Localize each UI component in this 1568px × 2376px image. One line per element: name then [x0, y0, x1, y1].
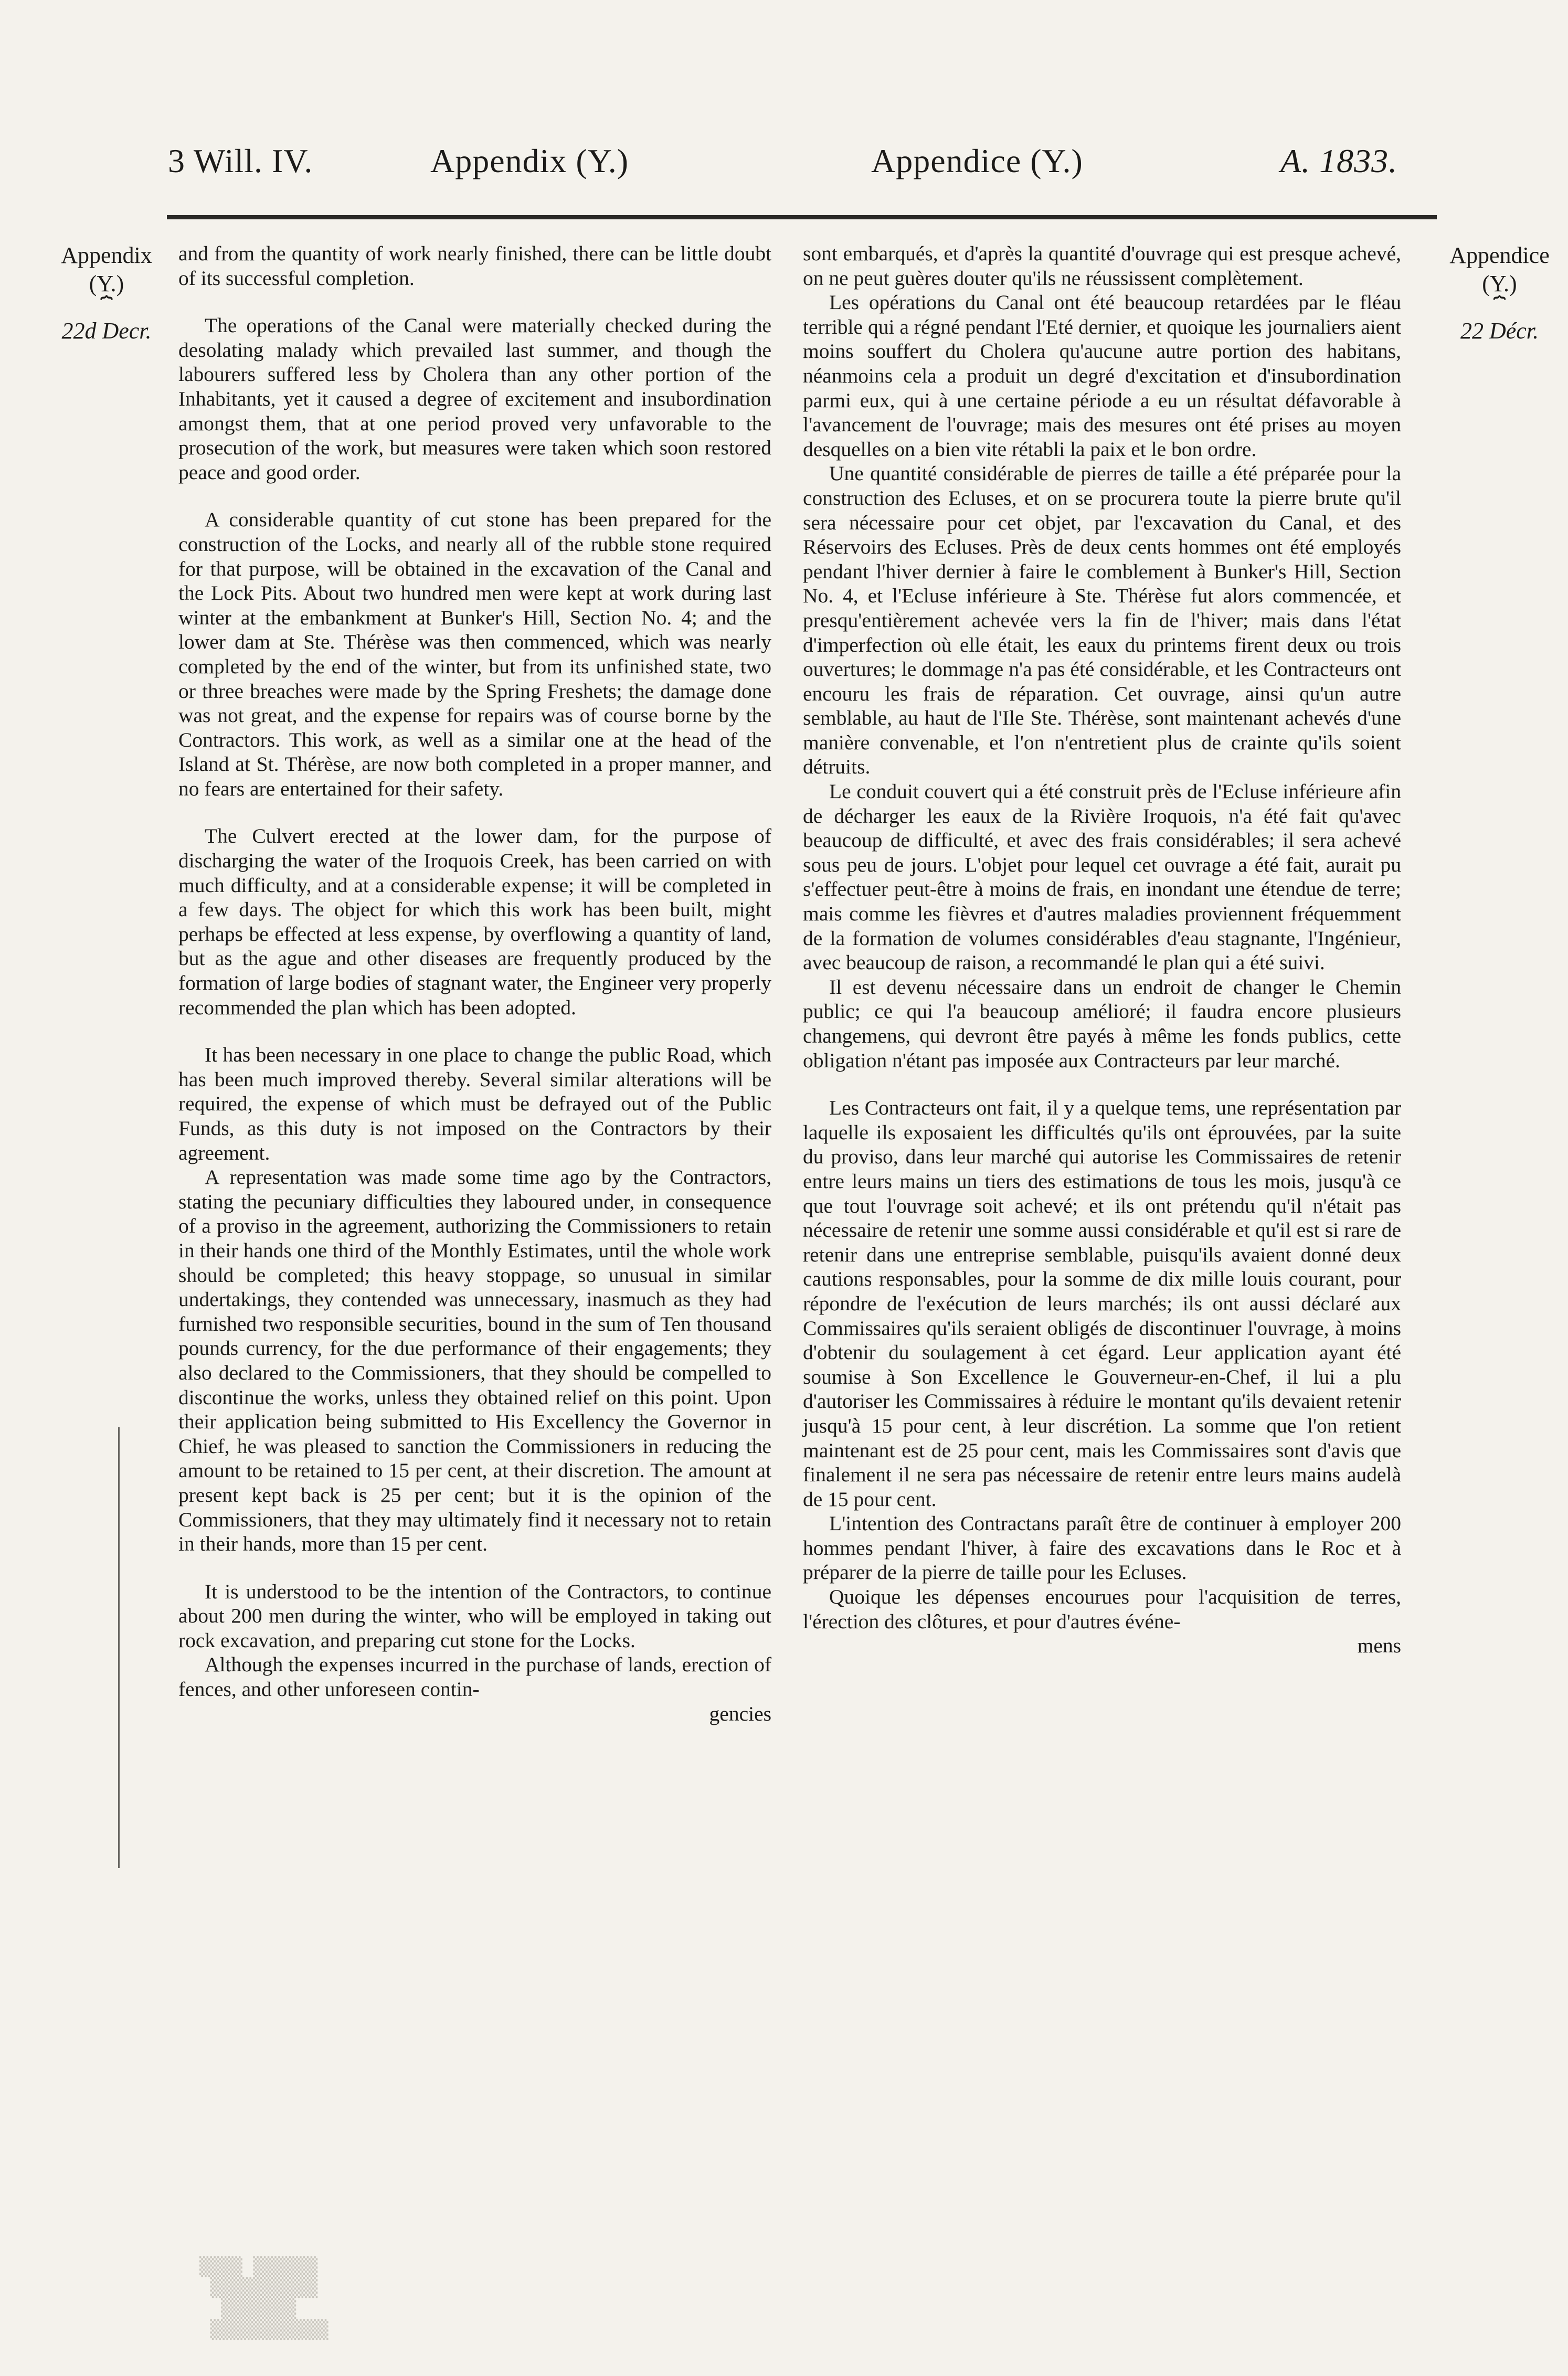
english-paragraph: and from the quantity of work nearly finished, there can be little doubt of its successful completion.: [178, 242, 771, 290]
year-label: A. 1833.: [1280, 142, 1398, 179]
french-paragraph: L'intention des Contractans paraît être de continuer à employer 200 hommes pendant l'hiver, à faire des excavations dans le Roc et à préparer de la pierre de taille pour les Ecluses.: [803, 1512, 1401, 1584]
english-paragraph: Although the expenses incurred in the purchase of lands, erection of fences, and other unforeseen contin-: [178, 1653, 771, 1701]
margin-right-line2: (Y.): [1482, 271, 1517, 296]
margin-right-date: 22 Décr.: [1460, 318, 1539, 344]
french-paragraph: Il est devenu nécessaire dans un endroit de changer le Chemin public; ce qui l'a beaucoup amélioré; il faudra encore plusieurs changemens, qui devront être payés à même les fonds publics, cette obligation n'étant pas imposée aux Contracteurs par leur marché.: [803, 975, 1401, 1072]
volume-label: 3 Will. IV.: [168, 142, 313, 179]
page-header: [0, 142, 1568, 205]
french-paragraph: Les opérations du Canal ont été beaucoup retardées par le fléau terrible qui a régné pendant l'Eté dernier, et quoique les journaliers aient moins souffert du Cholera qu'aucune autre portion des habitans, néanmoins cela a produit un degré d'excitation et d'insubordination parmi eux, qui à une certaine période a eu un résultat défavorable à l'avancement de l'ouvrage; mais des mesures ont été prises au moyen desquelles on a bien vite rétabli la paix et le bon ordre.: [803, 291, 1401, 461]
margin-right-line1: Appendice: [1449, 242, 1550, 268]
brace-icon: ⏞: [100, 295, 113, 319]
brace-icon: ⏞: [1493, 295, 1506, 319]
french-paragraph: Une quantité considérable de pierres de taille a été préparée pour la construction des Ecluses, et on se procurera toute la pierre brute qu'il sera nécessaire pour cet objet, par l'excavation du Canal, et des Réservoirs des Ecluses. Près de deux cents hommes ont été employés pendant l'hiver dernier à faire le comblement à Bunker's Hill, Section No. 4, et l'Ecluse inférieure à Ste. Thérèse fut alors commencée, et presqu'entièrement achevée vers la fin de l'hiver; mais dans l'état d'imperfection où elle était, les eaux du printems firent deux ou trois ouvertures; le dommage n'a pas été considérable, et les Contracteurs ont encouru les frais de réparation. Cet ouvrage, ainsi qu'un autre semblable, au haut de l'Ile Ste. Thérèse, sont maintenant achevés d'une manière convenable, et l'on n'entretient plus de crainte qu'ils soient détruits.: [803, 462, 1401, 779]
english-paragraph: It has been necessary in one place to change the public Road, which has been much improved thereby. Several similar alterations will be required, the expense of which must be defrayed out of the Public Funds, as this duty is not imposed on the Contractors by their agreement.: [178, 1043, 771, 1164]
catchword: mens: [1357, 1634, 1401, 1658]
english-paragraph: The operations of the Canal were materially checked during the desolating malady which prevailed last summer, and though the labourers suffered less by Cholera than any other portion of the Inhabitants, yet it caused a degree of excitement and insubordination amongst them, that at one period proved very unfavorable to the prosecution of the work, but measures were taken which soon restored peace and good order.: [178, 314, 771, 484]
french-column: [803, 241, 1401, 1681]
faded-library-stamp: ▒▒▒▒ ▒▒▒▒▒▒ ▒▒▒▒▒▒▒▒▒▒ ▒▒▒▒▒▒▒ ▒▒▒▒▒▒▒▒▒▒▒: [199, 2256, 329, 2340]
margin-note-left: [46, 241, 167, 345]
english-paragraph: It is understood to be the intention of the Contractors, to continue about 200 men during the winter, who will be employed in taking out rock excavation, and preparing cut stone for the Locks.: [178, 1579, 771, 1652]
english-column: [178, 241, 771, 1749]
english-paragraph: A representation was made some time ago by the Contractors, stating the pecuniary difficulties they laboured under, in consequence of a proviso in the agreement, authorizing the Commissioners to retain in their hands one third of the Monthly Estimates, until the whole work should be completed; this heavy stoppage, so unusual in similar undertakings, they contended was unnecessary, inasmuch as they had furnished two responsible securities, bound in the sum of Ten thousand pounds currency, for the due performance of their engagements; they also declared to the Commissioners, that they should be compelled to discontinue the works, unless they obtained relief on this point. Upon their application being submitted to His Excellency the Governor in Chief, he was pleased to sanction the Commissioners in reducing the amount to be retained to 15 per cent, at their discretion. The amount at present kept back is 25 per cent; but it is the opinion of the Commissioners, that they may ultimately find it necessary not to retain in their hands, more than 15 per cent.: [178, 1165, 771, 1556]
appendix-label-english: Appendix (Y.): [430, 142, 629, 179]
appendix-label-french: Appendice (Y.): [871, 142, 1083, 179]
french-paragraph: Le conduit couvert qui a été construit près de l'Ecluse inférieure afin de décharger les eaux de la Rivière Iroquois, n'a été fait qu'avec beaucoup de difficulté, et avec des frais considérables; il sera achevé sous peu de jours. L'objet pour lequel cet ouvrage a été fait, aurait pu s'effectuer peut-être à moins de frais, en inondant une étendue de terre; mais comme les fièvres et d'autres maladies proviennent fréquemment de la formation de volumes considérables d'eau stagnante, l'Ingénieur, avec beaucoup de raison, a recommandé le plan qui a été suivi.: [803, 780, 1401, 974]
header-rule: [167, 215, 1437, 219]
french-paragraph: Quoique les dépenses encourues pour l'acquisition de terres, l'érection des clôtures, et pour d'autres événe-: [803, 1585, 1401, 1633]
margin-mark-line: [118, 1427, 120, 1868]
french-paragraph: Les Contracteurs ont fait, il y a quelque tems, une représentation par laquelle ils exposaient les difficultés qu'ils ont éprouvées, par la suite du proviso, dans leur marché qui autorise les Commissaires de retenir entre leurs mains un tiers des estimations de tous les mois, jusqu'à ce que tout l'ouvrage soit achevé; et ils ont prétendu qu'il n'était pas nécessaire de retenir une somme aussi considérable et qu'il est si rare de retenir dans une entreprise semblable, puisqu'ils avaient donné deux cautions responsables, pour la somme de dix mille louis courant, pour répondre de l'exécution de leurs marchés; ils ont aussi déclaré aux Commissaires qu'ils seraient obligés de discontinuer l'ouvrage, à moins d'obtenir du soulagement à cet égard. Leur application ayant été soumise à Son Excellence le Gouverneur-en-Chef, il lui a plu d'autoriser les Commissaires à réduire le montant qu'ils devaient retenir jusqu'à 15 pour cent, à leur discrétion. La somme que l'on retient maintenant est de 25 pour cent, mais les Commissaires sont d'avis que finalement il ne sera pas nécessaire de retenir entre leurs mains audelà de 15 pour cent.: [803, 1096, 1401, 1511]
english-paragraph: The Culvert erected at the lower dam, for the purpose of discharging the water of the Iroquois Creek, has been carried on with much difficulty, and at a considerable expense; it will be completed in a few days. The object for which this work has been built, might perhaps be effected at less expense, by overflowing a quantity of land, but as the ague and other diseases are frequently produced by the formation of large bodies of stagnant water, the Engineer very properly recommended the plan which has been adopted.: [178, 824, 771, 1019]
margin-left-line1: Appendix: [61, 242, 152, 268]
margin-left-line2: (Y.): [89, 271, 124, 296]
margin-note-right: [1440, 241, 1559, 345]
catchword: gencies: [709, 1702, 771, 1725]
margin-left-date: 22d Decr.: [61, 318, 152, 344]
french-paragraph: sont embarqués, et d'après la quantité d'ouvrage qui est presque achevé, on ne peut guères douter qu'ils ne réussissent complètement.: [803, 242, 1401, 290]
english-paragraph: A considerable quantity of cut stone has been prepared for the construction of the Locks, and nearly all of the rubble stone required for that purpose, will be obtained in the excavation of the Canal and the Lock Pits. About two hundred men were kept at work during last winter at the embankment at Bunker's Hill, Section No. 4; and the lower dam at Ste. Thérèse was then commenced, which was nearly completed by the end of the winter, but from its unfinished state, two or three breaches were made by the Spring Freshets; the damage done was not great, and the expense for repairs was of course borne by the Contractors. This work, as well as a similar one at the head of the Island at St. Thérèse, are now both completed in a proper manner, and no fears are entertained for their safety.: [178, 508, 771, 800]
